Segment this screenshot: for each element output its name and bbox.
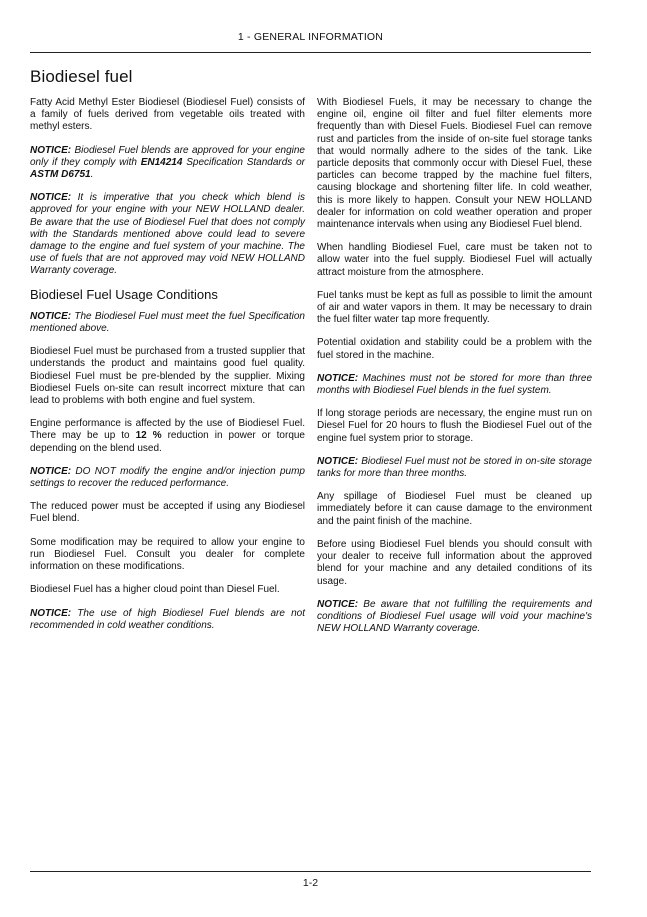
paragraph-fuel-tanks: Fuel tanks must be kept as full as possible to limit the amount of air and water vapors in them. It may be necessary to drain the fuel filter water tap more frequently.	[317, 289, 592, 326]
paragraph-trusted-supplier: Biodiesel Fuel must be purchased from a trusted supplier that understands the product and maintains good fuel quality. Biodiesel Fuel must be pre-blended by the supplier. Mixing Biodiesel Fuels on-site can result incorrect mixture that can lead to problems with both engine and fuel system.	[30, 346, 305, 407]
notice-label: NOTICE:	[30, 465, 72, 477]
section-heading-usage-conditions: Biodiesel Fuel Usage Conditions	[30, 286, 218, 302]
paragraph-long-storage: If long storage periods are necessary, the engine must run on Diesel Fuel for 20 hours to flush the Biodiesel Fuel out of the engine fuel system prior to storage.	[317, 408, 592, 444]
notice-text: .	[90, 169, 94, 181]
notice-machine-storage	[317, 373, 592, 397]
notice-fuel-specification	[30, 311, 305, 335]
notice-text: Machines must not be stored for more than three months with Biodiesel Fuel blends in the fuel system.	[317, 372, 592, 397]
page-title: Biodiesel fuel	[30, 67, 133, 86]
paragraph-text: Engine performance is affected by the use of Biodiesel Fuel. There may be up to	[30, 418, 305, 442]
notice-text: The Biodiesel Fuel must meet the fuel Specification mentioned above.	[30, 310, 305, 335]
paragraph-maintenance: With Biodiesel Fuels, it may be necessary to change the engine oil, engine oil filter and fuel filter elements more frequently than with Diesel Fuels. Biodiesel Fuel can remove rust and particles from the inside of on-site fuel storage tanks that would normally adhere to the sides of the tank. Like particle deposits that commonly occur with Diesel Fuel, these particles can become trapped by the machine fuel filters, causing blockage and shortening filter life. In cold weather, this is more likely to happen. Consult your NEW HOLLAND dealer for information on cold weather operation and proper maintenance intervals when using any Biodiesel Fuel blend.	[317, 97, 592, 231]
running-header: 1 - GENERAL INFORMATION	[237, 31, 384, 43]
left-column	[30, 97, 305, 643]
paragraph-fame-definition: Fatty Acid Methyl Ester Biodiesel (Biodiesel Fuel) consists of a family of fuels derived from vegetable oils treated with methyl esters.	[30, 97, 305, 133]
standard-en14214: EN14214	[140, 156, 183, 168]
notice-label: NOTICE:	[317, 598, 359, 610]
paragraph-cloud-point: Biodiesel Fuel has a higher cloud point than Diesel Fuel.	[30, 584, 280, 596]
notice-text: The use of high Biodiesel Fuel blends are not recommended in cold weather conditions.	[30, 607, 305, 631]
notice-check-blend	[30, 192, 305, 277]
page-number: 1-2	[302, 877, 319, 889]
paragraph-reduced-power: The reduced power must be accepted if using any Biodiesel Fuel blend.	[30, 501, 305, 525]
paragraph-oxidation: Potential oxidation and stability could be a problem with the fuel stored in the machine.	[317, 337, 592, 361]
notice-label: NOTICE:	[317, 455, 359, 467]
paragraph-modification: Some modification may be required to allow your engine to run Biodiesel Fuel. Consult you dealer for complete information on these modifications.	[30, 536, 305, 573]
notice-text: Specification Standards or	[182, 156, 305, 168]
notice-warranty	[317, 599, 592, 636]
notice-label: NOTICE:	[30, 607, 72, 619]
notice-cold-weather	[30, 608, 305, 632]
notice-text: DO NOT modify the engine and/or injection pump settings to recover the reduced performance.	[30, 465, 305, 490]
paragraph-water-handling: When handling Biodiesel Fuel, care must be taken not to allow water into the fuel supply. Biodiesel Fuel will actually attract moisture from the atmosphere.	[317, 242, 592, 278]
notice-onsite-storage	[317, 456, 592, 480]
notice-label: NOTICE:	[30, 192, 72, 204]
notice-label: NOTICE:	[317, 372, 359, 384]
notice-text: It is imperative that you check which blend is approved for your engine with your NEW HOLLAND dealer. Be aware that the use of Biodiesel Fuel that does not comply with the Standards mentioned above could lead to severe damage to the engine and fuel system of your machine. The use of fuels that are not approved may void NEW HOLLAND Warranty coverage.	[30, 192, 305, 277]
notice-text: Be aware that not fulfilling the requirements and conditions of Biodiesel Fuel usage will void your machine's NEW HOLLAND Warranty coverage.	[317, 598, 592, 635]
power-reduction-value: 12 %	[135, 430, 162, 442]
paragraph-spillage: Any spillage of Biodiesel Fuel must be cleaned up immediately before it can cause damage to the environment and the paint finish of the machine.	[317, 491, 592, 527]
notice-do-not-modify	[30, 466, 305, 490]
paragraph-engine-performance	[30, 418, 305, 455]
standard-astm-d6751: ASTM D6751	[30, 169, 91, 181]
paragraph-text: reduction in power or torque depending on the blend used.	[30, 430, 305, 454]
paragraph-consult-dealer: Before using Biodiesel Fuel blends you should consult with your dealer to receive full information about the approved blend for your machine and any detailed conditions of its usage.	[317, 538, 592, 587]
notice-text: Biodiesel Fuel must not be stored in on-site storage tanks for more than three months.	[317, 455, 592, 480]
footer-rule	[30, 871, 591, 872]
notice-label: NOTICE:	[30, 310, 72, 322]
notice-text: Biodiesel Fuel blends are approved for your engine only if they comply with	[30, 144, 305, 168]
notice-approved-blends	[30, 145, 305, 182]
notice-label: NOTICE:	[30, 144, 72, 156]
header-rule	[30, 52, 591, 53]
right-column	[317, 97, 592, 646]
